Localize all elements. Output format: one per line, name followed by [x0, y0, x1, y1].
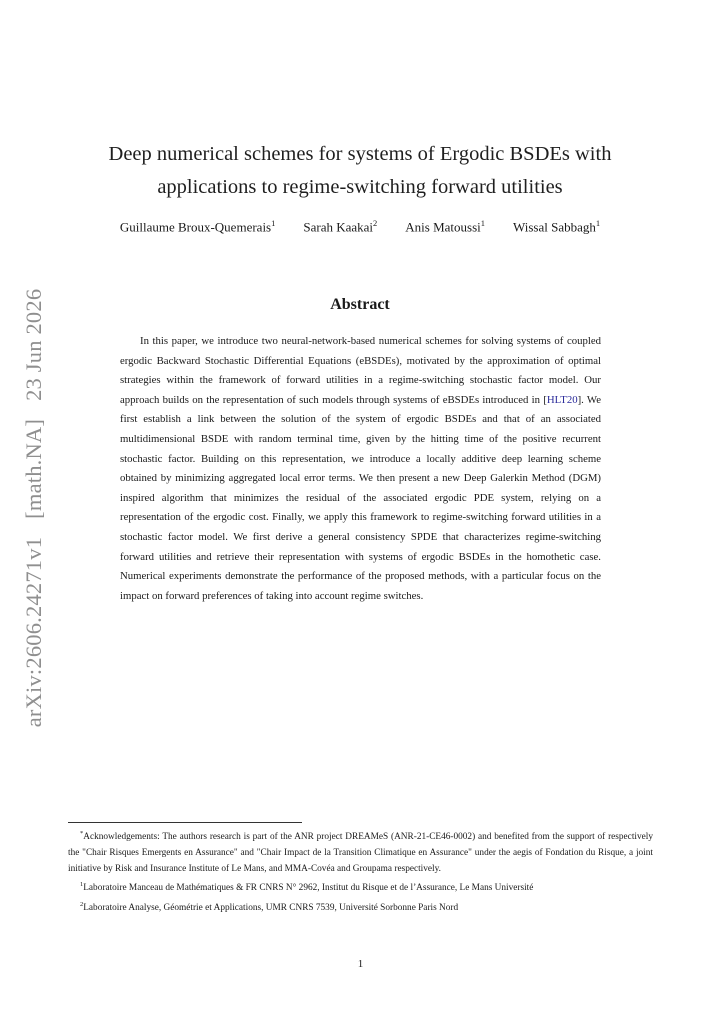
affiliation-mark: 1: [480, 218, 486, 228]
abstract-text: In this paper, we introduce two neural-network-based numerical schemes for solving systems of coupled ergodic Backward Stochastic Differential Equations (eBSDEs), motivated by the approximation of optimal strategies within the framework of forward utilities in a regime-switching stochastic factor model. Our approach builds on the representation of such models through systems of eBSDEs introduced in [HLT20]. We first establish a link between the solution of the system of ergodic BSDEs and that of an associated multidimensional BSDE with random terminal time, given by the hitting time of the positive recurrent stochastic factor. Building on this representation, we introduce a locally additive deep learning scheme obtained by minimizing aggregated local error terms. We then present a new Deep Galerkin Method (DGM) inspired algorithm that minimizes the residual of the associated ergodic PDE system, relying on a representation of the ergodic cost. Finally, we apply this framework to regime-switching forward utilities in a stochastic factor model. We first derive a general consistency SPDE that characterizes regime-switching forward utilities and retrieve their representation with systems of ergodic BSDEs in the homothetic case. Numerical experiments demonstrate the performance of the proposed methods, with a particular focus on the impact on forward preferences of taking into account regime switches.: [120, 335, 601, 602]
paper-title: Deep numerical schemes for systems of Ergodic BSDEs with applications to regime-switching forward utilities: [108, 143, 612, 198]
footnotes: [68, 826, 653, 916]
arxiv-date: 23 Jun 2026: [21, 288, 46, 401]
citation-link[interactable]: HLT20: [546, 393, 578, 406]
arxiv-category: [math.NA]: [21, 418, 46, 519]
footnote-divider: [68, 822, 302, 823]
author: Guillaume Broux-Quemerais$^1$: [119, 218, 276, 235]
abstract-heading: Abstract: [330, 296, 390, 313]
author-list: [60, 218, 660, 235]
author: Wissal Sabbagh$^1$: [513, 218, 601, 235]
affiliation-mark: 1: [271, 218, 276, 228]
arxiv-id: arXiv:2606.24271v1: [21, 536, 46, 728]
author: Anis Matoussi$^1$: [405, 218, 486, 235]
page-number: 1: [357, 958, 364, 970]
affiliation-footnote-1: $^1$Laboratoire Manceau de Mathématiques & FR CNRS N° 2962, Institut du Risque et de l’Assurance, Le Mans Université: [80, 881, 534, 894]
acknowledgements-footnote: *Acknowledgements: The authors research is part of the ANR project DREAMeS (ANR-21-CE46-0002) and benefited from the support of respectively the "Chair Risques Emergents en Assurance" and "Chair Impact de la Transition Climatique en Assurance" under the aegis of Fondation du Risque, a joint initiative by Risk and Insurance Institute of Le Mans, and MMA-Covéa and Groupama respectively.: [68, 830, 653, 875]
affiliation-mark: 1: [595, 218, 601, 228]
affiliation-footnote-2: $^2$Laboratoire Analyse, Géométrie et Applications, UMR CNRS 7539, Université Sorbonne Paris Nord: [80, 900, 459, 913]
arxiv-sidebar-stamp: [21, 289, 47, 728]
affiliation-mark: 2: [373, 218, 378, 228]
author: Sarah Kaakai$^2$: [303, 218, 378, 235]
